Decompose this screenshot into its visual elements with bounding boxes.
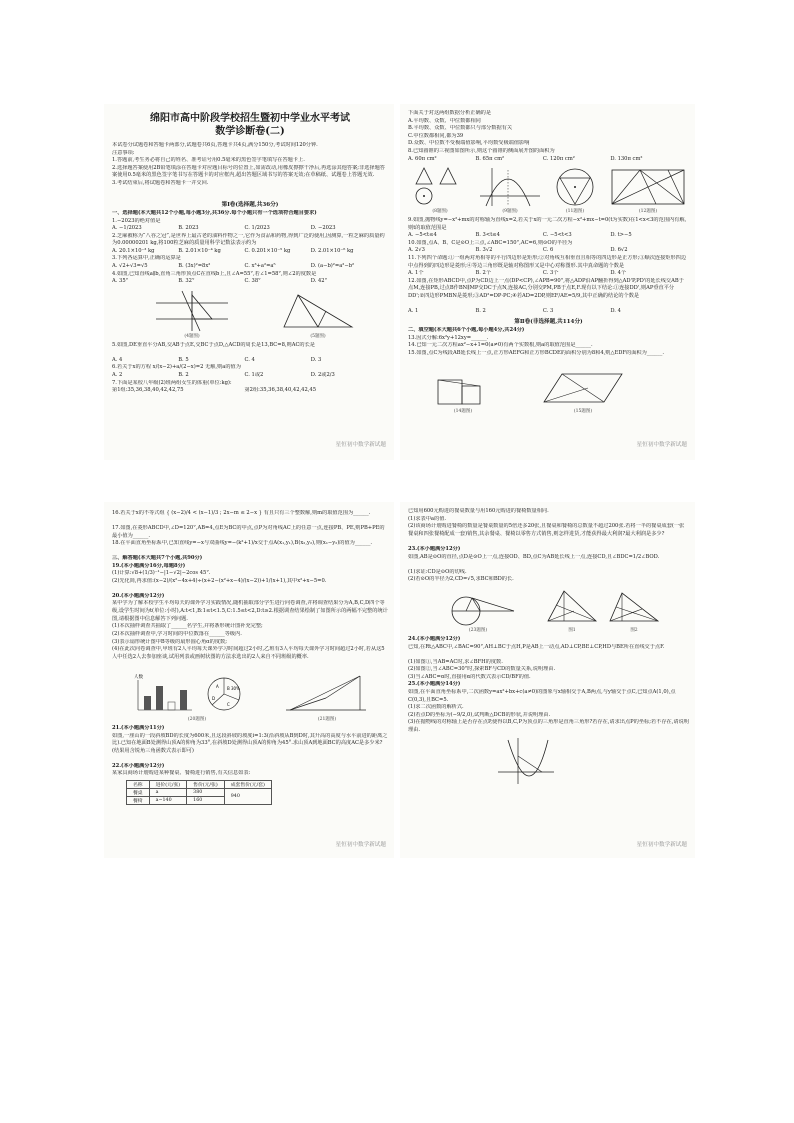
figures-q23-q24	[408, 587, 689, 633]
watermark: 星恒初中数学新试题	[636, 442, 687, 448]
question-17: 17.如图,在菱形ABCD中,∠D=120°,AB=4,点E为BC的中点,点P为对角线AC上的任意一点,连接PB、PE,则PB+PE的最小值为______.	[112, 525, 385, 539]
question-5: 5.如图,DE垂直平分AB,交AB于点E,交BC于点D,△ACD的周长是13,BC=8,则AC的长是	[112, 341, 315, 348]
page2-content	[408, 110, 689, 417]
table-cell: 160	[187, 796, 225, 804]
question-24: 24.(本小题满分12分)	[408, 635, 461, 642]
figures-q14-q15	[408, 368, 689, 414]
bar-a	[144, 696, 151, 710]
q10-circle	[548, 166, 602, 208]
q24-sub: (3)当∠ABC=α时,直接用α的代数式表示CD/BF的值.	[408, 673, 531, 680]
bar-c	[168, 702, 175, 710]
q23-text: 如图,AB是⊙O的直径,点D是⊙O上一点,连接OD、BD,点C为AB延长线上一点,连接CD,且∠BDC=1/2∠BOD.	[408, 553, 660, 560]
q7-option: C.中位数都相同,都为39	[408, 132, 464, 139]
q25-parabola	[496, 736, 556, 786]
exam-notes	[112, 142, 388, 187]
q2-options: A. 20.1×10⁻³ kg B. 2.01×10⁻⁴ kg C. 0.201×10⁻⁵ kg D. 2.01×10⁻⁶ kg	[112, 247, 354, 254]
section-choice	[112, 198, 388, 395]
table-cell: a	[149, 788, 187, 796]
watermark: 星恒初中数学新试题	[335, 442, 386, 448]
figures-q4-q5	[112, 289, 388, 339]
exam-page-1	[104, 104, 394, 460]
q21-text: 如图,一座山的一段斜坡BD的长度为600米,且这段斜坡的坡度i=1:3(沿斜坡从B到D时,其升高的高度与水平前进的距离之比).已知在地面B处测得山顶A的仰角为33°,在斜坡D处测得山顶A的仰角为45°.求山顶A到地面BC的高度AC是多少米?(结果用含锐角三角函数式表示即可)	[112, 732, 388, 754]
exam-page-3	[104, 502, 394, 858]
q7-option: D.众数、中位数不受极端值影响,平均数受极端值影响	[408, 140, 530, 147]
question-4: 4.如图,已知直线a∥b,直角三角形顶点C在直线b上,且∠A=55°,若∠1=58°,则∠2的度数是	[112, 270, 317, 277]
question-3: 3.下列各运算中,正确的运算是	[112, 255, 181, 262]
section3-heading: 三、解答题(本大题共7个小题,共90分)	[112, 555, 203, 561]
note-line: 本试卷分试题卷和答题卡两部分,试题卷共6页,答题卡共4页,满分150分,考试时间120分钟.	[112, 142, 318, 148]
figure-q25	[496, 736, 689, 790]
note-line: 注意事项:	[112, 149, 135, 156]
question-11: 11.下列四个命题:①一组两对角相等的平行四边形是矩形;②对角线互相垂直且相等的四边形是正方形;③顺次连接矩形四边中点得到的四边形是菱形;④等边三角形既是轴对称图形又是中心对称图形.其中真命题的个数是	[408, 254, 687, 269]
figures-q20-q21	[112, 672, 388, 722]
table-header-row	[127, 780, 272, 788]
q23-sub: (1)求证:CD是⊙O的切线.	[408, 568, 467, 575]
q15-caption: (15题图)	[573, 408, 593, 414]
question-6: 6.若关于x的方程 x/(x−2)+a/(2−x)=2 无解,则a的值为	[112, 364, 241, 371]
question-16: 16.若关于x的不等式组 { (x−2)/4 < (x−1)/3 ; 2x−m ≤ 2−x } 有且只有三个整数解,则m的取值范围为______.	[112, 510, 371, 516]
q22-sub: (1)求表中a的值.	[408, 515, 447, 522]
q25-sub: (3)在抛物线的对称轴上是否存在点P,使得以B,C,P为顶点的三角形是直角三角形?若存在,请求出点P的坐标;若不存在,请说明理由.	[408, 719, 689, 733]
q5-caption: (5题图)	[310, 333, 326, 339]
q19-part2: (2)先化简,再求值:(x−2)/(x²−4x+4)÷(x+2−(x²+x−4)/(x−2))+1/(x+1),其中x²+x−5=0.	[112, 577, 327, 584]
q7-option: A.平均数、众数、中位数都相同	[408, 117, 481, 124]
q5-diagram	[278, 289, 358, 333]
table-header-cell: 售价(元/张)	[187, 780, 225, 788]
q9-caption: (9题图)	[502, 209, 518, 215]
question-9: 9.如图,抛物线y=−x²+mx的对称轴为直线x=2,若关于x的一元二次方程−x²+mx−t=0(t为实数)在1<x<3的范围内有解,则t的取值范围是	[408, 217, 687, 231]
note-line: 1.答题前,考生务必将自己的姓名、准考证号用0.5毫米的黑色签字笔填写在答题卡上.	[112, 157, 305, 164]
question-13: 13.因式分解:6x²y+12xy=______.	[408, 334, 489, 341]
q3-options: A. √2+√3=√5 B. (3x)²=8x² C. x³+a²=a⁵ D. (a−b)²=a²−b²	[112, 262, 355, 269]
figure-q8	[408, 166, 472, 214]
q22-sub: (2)该商场计划购进餐椅的数量是餐桌数量的5倍还多20张,且餐桌和餐椅的总数量不超过200张.若将一半的餐桌成套(一张餐桌和四张餐椅配成一套)销售,其余餐桌、餐椅以零售方式销售,则怎样进货,才能获得最大利润?最大利润是多少?	[408, 523, 685, 537]
question-14: 14.已知一元二次方程ax²−x+1=0(a≠0)有两个实数根,则a的取值范围是______.	[408, 342, 593, 349]
q20-sub: (2)本次抽样调查中,学习时间的中位数落在______等级内.	[112, 630, 242, 637]
q7-intro: 下面关于对这两组数据分析正确的是	[408, 110, 492, 116]
table-header-cell: 名称	[127, 780, 150, 788]
q15-parallelogram	[538, 368, 628, 408]
q21-caption: (21题图)	[317, 717, 337, 723]
q6-options: A. 2 B. 2 C. 1或2 D. 2或2/3	[112, 371, 335, 378]
figure-q23	[438, 587, 518, 633]
table-header-cell: 进价(元/张)	[149, 780, 187, 788]
q20-charts	[132, 672, 262, 716]
section-heading: 一、选择题(本大题共12个小题,每小题3分,共36分.每个小题只有一个选项符合题目要求)	[112, 210, 317, 216]
q14-squares	[428, 368, 498, 408]
watermark: 星恒初中数学新试题	[335, 842, 386, 848]
figure-q9	[478, 166, 542, 214]
q24-diagram-1	[544, 587, 600, 627]
q20-caption: (20题图)	[187, 717, 207, 723]
figure-q21	[282, 672, 372, 722]
part2-heading: 第Ⅱ卷(非选择题,共114分)	[514, 319, 583, 326]
figure-q20	[132, 672, 262, 722]
q24-sub: (2)如图②,当∠ABC=30°时,探索BF与CD的数量关系,说明理由.	[408, 666, 556, 673]
q11-caption: (11题图)	[565, 209, 585, 215]
q22-text: 某家具商场计划购进某种餐桌、餐椅进行销售,有关信息如表:	[112, 770, 251, 777]
q23-circle	[438, 587, 518, 627]
q24-caption-2: 图2	[630, 627, 638, 633]
question-7: 7.下面是某校八年级(2)班两组女生的体重(单位:kg):	[112, 379, 232, 386]
q25-text: 如图,在平面直角坐标系中,二次函数y=ax²+bx+c(a≠0)的图象与x轴相交于A,B两点,与y轴交于点C,已知点A(1,0),点C(0,3),且BC=5.	[408, 688, 676, 703]
q24-diagram-2	[606, 587, 662, 627]
question-20: 20.(本小题满分12分)	[112, 592, 165, 599]
table-cell: a−140	[149, 796, 187, 804]
table-cell: 餐桌	[127, 788, 150, 796]
q21-slope	[282, 672, 372, 716]
figure-q5	[278, 289, 358, 339]
q8-caption: (8题图)	[432, 209, 448, 215]
question-18: 18.在平面直角坐标系中,已知直线y=−x与双曲线y=−(k²+1)/x交于点A(x₁,y₁),B(x₂,y₂),则(x₁−y₂)的值为______.	[112, 540, 373, 546]
page3-content	[112, 510, 388, 805]
q24-sub: (1)如图①,当AB=AC时,求∠BFH的度数.	[408, 658, 503, 665]
q7-groups: 第1组:35,36,38,40,42,42,75 第2组:35,36,38,40,42,42,45	[112, 387, 316, 394]
table-cell: 940	[224, 788, 271, 804]
q8-options: A. 60π cm² B. 65π cm² C. 120π cm² D. 130π cm²	[408, 155, 643, 162]
q20-sub: (4)在此次问卷调查中,甲班有2人平均每天课外学习时间超过2小时,乙班有3人平均每天课外学习时间超过2小时,若从这5人中任选2人去参加座谈,试用列表或画树状图的方法求选出的2人来自不同班级的概率.	[112, 646, 385, 660]
page4-content	[408, 508, 689, 790]
exam-title: 绵阳市高中阶段学校招生暨初中学业水平考试	[150, 113, 350, 124]
question-19: 19.(本小题满分16分,每题8分)	[112, 562, 186, 569]
note-line: 3.考试结束后,将试题卷和答题卡一并交回.	[112, 179, 209, 186]
q4-diagram	[152, 289, 232, 333]
q25-sub: (1)求二次函数的解析式.	[408, 703, 464, 710]
figure-q15	[538, 368, 628, 414]
question-10: 10.如图,点A、B、C是⊙O上三点,∠ABC=150°,AC=6,则⊙O的半径为	[408, 239, 573, 246]
q11-options: A. 1个 B. 2个 C. 3个 D. 4个	[408, 269, 627, 276]
q10-options: A. 2√3 B. 3√2 C. 6 D. 6√2	[408, 247, 628, 254]
pie-label-c: C	[227, 702, 230, 708]
exam-page-4	[400, 502, 695, 858]
q23-caption: (23题图)	[468, 627, 488, 633]
q14-caption: (14题图)	[453, 408, 473, 414]
figure-q4	[152, 289, 232, 339]
part-heading: 第Ⅰ卷(选择题,共36分)	[221, 202, 279, 208]
q20-sub: (1)本次抽样调查共抽取了______名学生,并将条形统计图补充完整;	[112, 623, 263, 630]
watermark: 星恒初中数学新试题	[636, 842, 687, 848]
question-22: 22.(本小题满分12分)	[112, 762, 165, 769]
question-21: 21.(本小题满分11分)	[112, 725, 165, 732]
q23-sub: (2)若⊙O的半径为2,CD=√5,求BC和BD的长.	[408, 576, 514, 583]
q9-options: A. −5<t≤4 B. 3<t≤4 C. −5<t<3 D. t>−5	[408, 232, 632, 239]
question-8: 8.已知圆锥的三视图如图所示,则这个圆锥的侧面展开图的面积为	[408, 147, 555, 154]
q12-caption: (12题图)	[638, 209, 658, 215]
page1-header	[112, 112, 388, 138]
pie-label-a: A	[216, 684, 219, 690]
q22-info: 已知用600元购进的餐桌数量与用160元购进的餐椅数量相同.	[408, 508, 549, 514]
figure-q24-1	[544, 587, 600, 633]
table-cell: 餐椅	[127, 796, 150, 804]
q4-caption: (4题图)	[184, 333, 200, 339]
table-cell: 380	[187, 788, 225, 796]
question-2: 2.芝麻被称为“八谷之冠”,是世界上最古老的油料作物之一,它作为食品和药物,得到广泛的使用,因测算,一粒芝麻的质量约为0.00000201 kg,将100粒芝麻的质量用科学记数法表示约为	[112, 232, 385, 247]
q9-parabola	[478, 166, 542, 208]
pie-label-d: D	[212, 696, 216, 702]
q20-text: 某中学为了解本校学生平均每天的课外学习实践情况,随机抽取部分学生进行问卷调查,并将调查结果分为A,B,C,D四个等级,设学生时间为t(单位:小时),A:t<1,B:1≤t<1.5,C:1.5≤t<2,D:t≥2.根据调查结果绘制了如图所示的两幅不完整的统计图,请根据图中信息解答下列问题.	[112, 600, 388, 622]
table-row	[127, 788, 272, 796]
question-15: 15.如图,点C为线段AB延长线上一点,正方形AEFG和正方形BCDE的面积分别为8和4,则△EDF的面积为______.	[408, 349, 664, 356]
figure-q11	[548, 166, 602, 214]
q12-options: A. 1 B. 2 C. 3 D. 4	[408, 307, 621, 314]
question-1: 1.−2023的绝对值是	[112, 217, 161, 224]
question-23: 23.(本小题满分12分)	[408, 546, 461, 553]
question-12: 12.如图,在矩形ABCD中,点P为CD边上一点(DP<CP),∠APB=90°,将△ADP沿AP翻折得到△AD'P,PD'的延长线交AB于点M,连接PB,过点B作BN∥MP交DC于点N,连接AC,分别交PM,PB于点E,F.现有以下结论:①连接DD',则AP垂直平分DD';②四边形PMBN是菱形;③AD²=DP·PC;④若AD=2DP,则EF/AE=5/9,其中正确的结论的个数是	[408, 277, 684, 299]
bar-d	[180, 690, 187, 710]
bar-chart-label: 人数	[134, 675, 143, 681]
note-line: 2.选择题答案使用2B铅笔填涂在答题卡对应题目标号的位置上,如需改动,用橡皮擦擦干净后,再选涂其他答案;非选择题答案使用0.5毫米的黑色签字笔书写在答题卡的对应框内,超出答题区域书写的答案无效;在草稿纸、试题卷上答题无效.	[112, 164, 385, 179]
q19-part1: (1)计算:√8+(1/3)⁻¹−|1−√2|−2cos 45°.	[112, 570, 211, 577]
q25-sub: (2)若点D的坐标为(−9/2,0),试判断△DCB的形状,并说明理由.	[408, 711, 551, 718]
q24-caption-1: 图1	[568, 627, 576, 633]
q4-options: A. 35° B. 32° C. 38° D. 42°	[112, 278, 328, 285]
bar-b	[156, 686, 163, 710]
q8-three-views	[408, 166, 472, 208]
q7-option: B.平均数、众数、中位数都只与部分数据有关	[408, 125, 513, 132]
q24-text: 已知,在Rt△ABC中,∠BAC=90°,AH⊥BC于点H,P是AB上一动点,AD⊥CP,BE⊥CP,HD与BE所在直线交于点F.	[408, 643, 665, 650]
q1-options: A. −1/2023 B. 2023 C. 1/2023 D. −2023	[112, 225, 336, 232]
q12-rectangle	[608, 166, 688, 208]
q5-options: A. 4 B. 5 C. 4 D. 3	[112, 356, 322, 363]
figure-q24-2	[606, 587, 662, 633]
pie-label-b: B 30%	[227, 686, 240, 692]
figure-q12	[608, 166, 688, 214]
question-25: 25.(本小题满分14分)	[408, 681, 461, 688]
exam-page-2	[400, 104, 695, 460]
figure-q14	[428, 368, 498, 414]
q22-table	[126, 780, 272, 805]
table-header-cell: 成套售价(元/套)	[224, 780, 271, 788]
exam-subtitle: 数学诊断卷(二)	[215, 126, 285, 137]
q20-sub: (3)表示扇形统计图中B等级的扇形圆心角α的度数;	[112, 638, 227, 645]
section2-heading: 二、填空题(本大题共6个小题,每小题4分,共24分)	[408, 327, 525, 334]
figures-q8-q12	[408, 166, 689, 214]
